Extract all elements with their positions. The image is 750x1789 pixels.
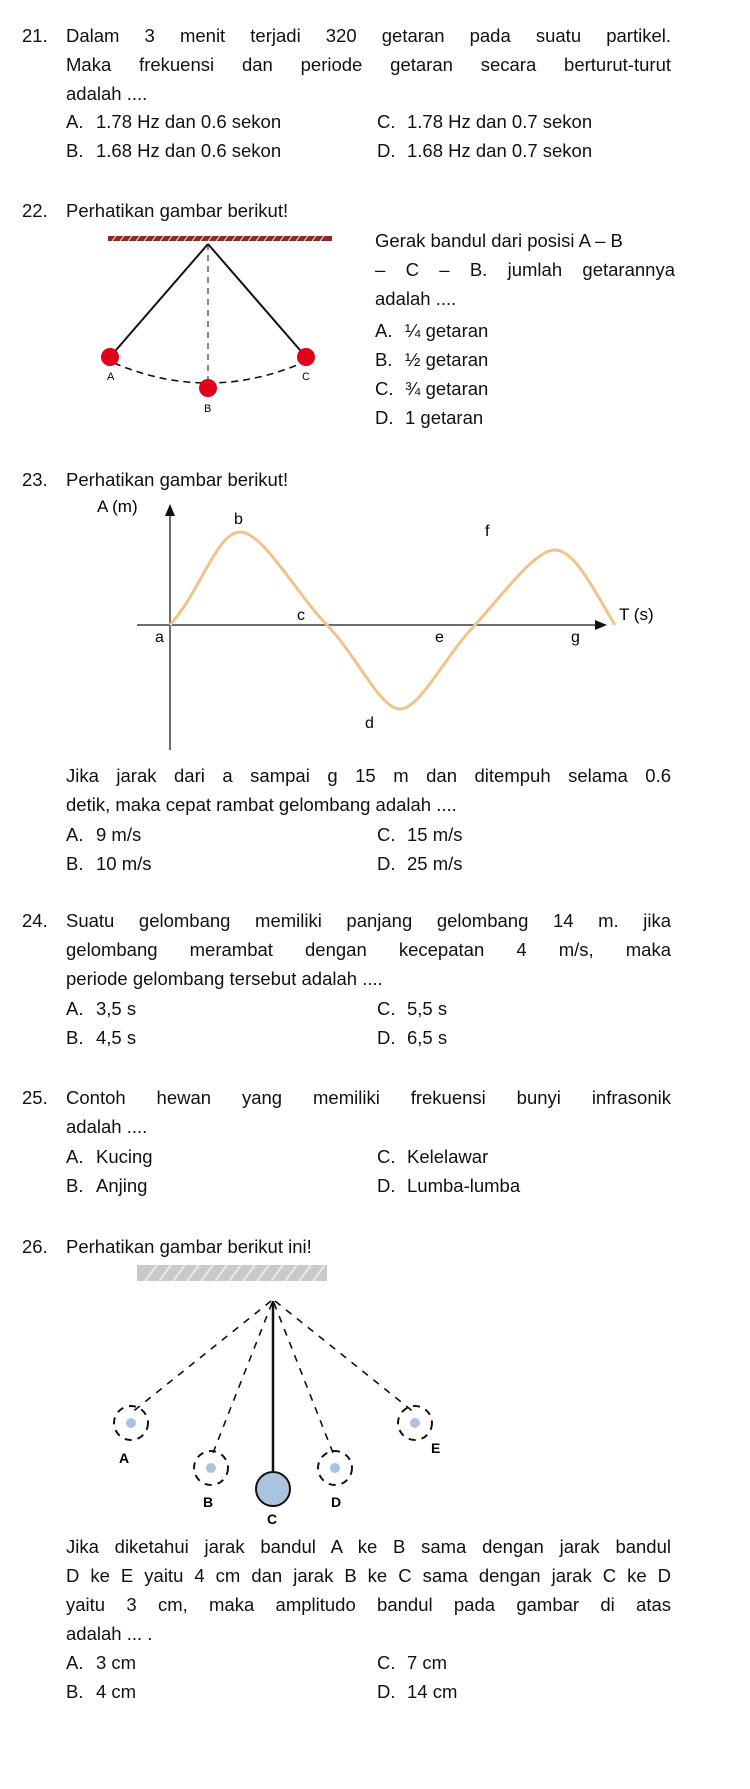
y-axis-label: A (m) xyxy=(97,497,138,516)
option-b[interactable]: B. 1.68 Hz dan 0.6 sekon xyxy=(66,140,282,161)
question-number: 21. xyxy=(22,25,48,46)
question-text: Dalam 3 menit terjadi 320 getaran pada suatu partikel. Maka frekuensi dan periode getaran secara berturut-turut adalah .... xyxy=(66,25,671,104)
x-axis-arrow xyxy=(595,620,607,630)
option-b[interactable]: B. 10 m/s xyxy=(66,853,152,874)
option-c[interactable]: C. 5,5 s xyxy=(377,998,448,1019)
option-a[interactable]: A. 9 m/s xyxy=(66,824,142,845)
question-text: Jika diketahui jarak bandul A ke B sama dengan jarak bandul D ke E yaitu 4 cm dan jarak B ke C sama dengan jarak C ke D yaitu 3 cm, maka amplitudo bandul pada gambar di atas adalah ... . xyxy=(66,1536,671,1644)
question-prompt: Perhatikan gambar berikut! xyxy=(66,200,289,221)
option-a[interactable]: A. 3 cm xyxy=(66,1652,137,1673)
question-prompt: Perhatikan gambar berikut! xyxy=(66,469,289,490)
point-label-e: e xyxy=(435,629,444,646)
label-d: D xyxy=(331,1494,342,1510)
option-d[interactable]: D. 1.68 Hz dan 0.7 sekon xyxy=(377,140,593,161)
option-b[interactable]: B. 4,5 s xyxy=(66,1027,137,1048)
option-d[interactable]: D. 14 cm xyxy=(377,1681,458,1702)
pendulum-figure xyxy=(100,228,340,428)
question-text: Contoh hewan yang memiliki frekuensi bunyi infrasonik adalah .... xyxy=(66,1087,671,1137)
option-c[interactable]: C. 7 cm xyxy=(377,1652,448,1673)
option-a[interactable]: A. 1.78 Hz dan 0.6 sekon xyxy=(66,111,282,132)
option-c[interactable]: C. 15 m/s xyxy=(377,824,463,845)
label-b: B xyxy=(204,403,212,415)
wave-series xyxy=(170,532,615,709)
question-number: 25. xyxy=(22,1087,48,1108)
string-b xyxy=(211,1303,272,1458)
pendulum-figure-26 xyxy=(95,1263,475,1525)
label-a: A xyxy=(107,371,115,383)
question-text: Gerak bandul dari posisi A – B – C – B. jumlah getarannya adalah .... xyxy=(375,230,675,309)
bob-e-fill xyxy=(410,1418,420,1428)
bob-c xyxy=(297,348,315,366)
string-right xyxy=(208,244,306,357)
string-left xyxy=(110,244,208,357)
option-b[interactable]: B. ½ getaran xyxy=(375,349,489,370)
question-number: 26. xyxy=(22,1236,48,1257)
bob-d-fill xyxy=(330,1463,340,1473)
option-d[interactable]: D. 25 m/s xyxy=(377,853,463,874)
option-c[interactable]: C. 1.78 Hz dan 0.7 sekon xyxy=(377,111,593,132)
question-number: 23. xyxy=(22,469,48,490)
point-label-d: d xyxy=(365,715,374,732)
bob-a xyxy=(101,348,119,366)
bob-a-fill xyxy=(126,1418,136,1428)
question-prompt: Perhatikan gambar berikut ini! xyxy=(66,1236,312,1257)
label-a: A xyxy=(119,1450,130,1466)
option-b[interactable]: B. Anjing xyxy=(66,1175,148,1196)
option-a[interactable]: A. ¼ getaran xyxy=(375,320,489,341)
option-b[interactable]: B. 4 cm xyxy=(66,1681,137,1702)
point-label-c: c xyxy=(297,607,305,624)
point-label-a: a xyxy=(155,629,164,646)
bob-b xyxy=(199,379,217,397)
wave-chart xyxy=(95,492,655,754)
point-label-f: f xyxy=(485,523,490,540)
string-d xyxy=(274,1303,335,1458)
point-label-g: g xyxy=(571,629,580,646)
option-d[interactable]: D. 6,5 s xyxy=(377,1027,448,1048)
question-number: 22. xyxy=(22,200,48,221)
label-b: B xyxy=(203,1494,214,1510)
option-a[interactable]: A. Kucing xyxy=(66,1146,153,1167)
question-number: 24. xyxy=(22,910,48,931)
label-c: C xyxy=(267,1511,278,1525)
label-c: C xyxy=(302,371,310,383)
option-c[interactable]: C. Kelelawar xyxy=(377,1146,489,1167)
option-c[interactable]: C. ¾ getaran xyxy=(375,378,489,399)
bob-b-fill xyxy=(206,1463,216,1473)
option-d[interactable]: D. Lumba-lumba xyxy=(377,1175,521,1196)
option-d[interactable]: D. 1 getaran xyxy=(375,407,484,428)
bob-c xyxy=(256,1472,290,1506)
point-label-b: b xyxy=(234,511,243,528)
label-e: E xyxy=(431,1440,441,1456)
question-text: Jika jarak dari a sampai g 15 m dan ditempuh selama 0.6 detik, maka cepat rambat gelombang adalah .... xyxy=(66,765,671,815)
option-a[interactable]: A. 3,5 s xyxy=(66,998,137,1019)
x-axis-label: T (s) xyxy=(619,605,654,624)
question-text: Suatu gelombang memiliki panjang gelombang 14 m. jika gelombang merambat dengan kecepatan 4 m/s, maka periode gelombang tersebut adalah .... xyxy=(66,910,671,989)
y-axis-arrow xyxy=(165,504,175,516)
